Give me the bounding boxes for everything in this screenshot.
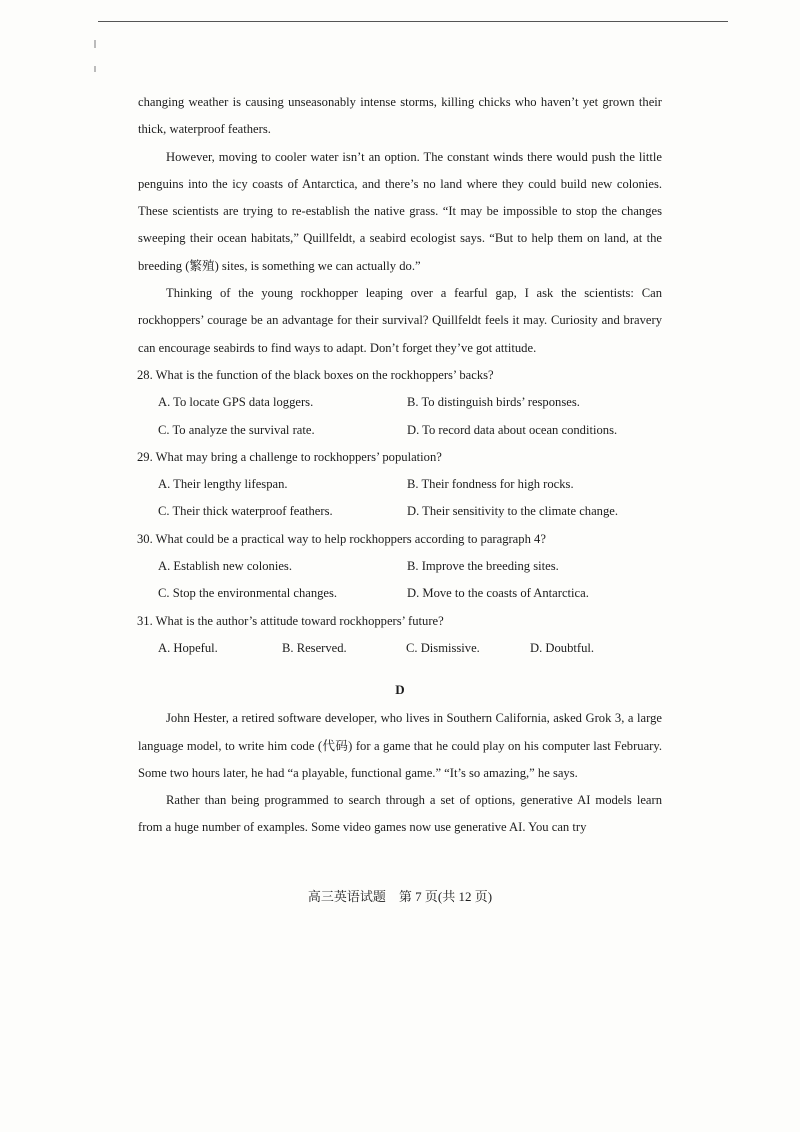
- option-row: [138, 580, 662, 607]
- option-row: [138, 471, 662, 498]
- passage-paragraph: changing weather is causing unseasonably intense storms, killing chicks who haven’t yet grown their thick, waterproof feathers.: [138, 95, 662, 137]
- option-a: A. Their lengthy lifespan.: [158, 477, 288, 492]
- option-b: B. To distinguish birds’ responses.: [407, 395, 580, 410]
- option-d: D. Move to the coasts of Antarctica.: [407, 586, 589, 601]
- option-d: D. To record data about ocean conditions.: [407, 422, 618, 437]
- option-a: A. Hopeful.: [158, 640, 218, 655]
- question-31: [138, 608, 662, 663]
- option-b: B. Improve the breeding sites.: [407, 559, 559, 574]
- option-row: [138, 417, 662, 444]
- passage-paragraph: John Hester, a retired software developer, who lives in Southern California, asked Grok 3, a large language model, to write him code (代码) for a game that he could play on his computer last February. Some two hours later, he had “a playable, functional game.” “It’s so amazing,” he says.: [138, 711, 662, 780]
- option-d: D. Their sensitivity to the climate change.: [407, 504, 619, 519]
- option-c: C. Their thick waterproof feathers.: [158, 504, 333, 519]
- option-a: A. Establish new colonies.: [158, 559, 292, 574]
- page-footer: 高三英语试题 第 7 页(共 12 页): [307, 889, 493, 904]
- section-title: D: [395, 682, 405, 698]
- option-c: C. To analyze the survival rate.: [158, 422, 315, 437]
- option-b: B. Their fondness for high rocks.: [407, 477, 574, 492]
- question-stem: 28. What is the function of the black boxes on the rockhoppers’ backs?: [137, 367, 494, 382]
- option-c: C. Stop the environmental changes.: [158, 586, 338, 601]
- question-stem: 29. What may bring a challenge to rockhoppers’ population?: [137, 449, 442, 464]
- question-29: [138, 444, 662, 526]
- option-row: [138, 553, 662, 580]
- option-row: [138, 635, 662, 662]
- question-28: [138, 362, 662, 444]
- option-d: D. Doubtful.: [530, 640, 595, 655]
- question-30: [138, 526, 662, 608]
- question-stem: 31. What is the author’s attitude toward rockhoppers’ future?: [137, 613, 444, 628]
- option-row: [138, 498, 662, 525]
- passage-paragraph: Rather than being programmed to search through a set of options, generative AI models learn from a huge number of examples. Some video games now use generative AI. You can try: [138, 793, 662, 835]
- option-row: [138, 389, 662, 416]
- option-a: A. To locate GPS data loggers.: [158, 395, 314, 410]
- passage-paragraph: Thinking of the young rockhopper leaping over a fearful gap, I ask the scientists: Can rockhoppers’ courage be an advantage for their survival? Quillfeldt feels it may. Curiosity and bravery can encourage seabirds to find ways to adapt. Don’t forget they’ve got attitude.: [138, 286, 662, 355]
- scan-artifact: [94, 66, 96, 72]
- question-stem: 30. What could be a practical way to help rockhoppers according to paragraph 4?: [137, 531, 546, 546]
- option-c: C. Dismissive.: [406, 640, 480, 655]
- top-border-line: [98, 21, 728, 22]
- option-b: B. Reserved.: [282, 640, 347, 655]
- exam-page-body: [138, 89, 662, 842]
- scan-artifact: [94, 40, 96, 48]
- passage-paragraph: However, moving to cooler water isn’t an option. The constant winds there would push the little penguins into the icy coasts of Antarctica, and there’s no land where they could build new colonies. These scientists are trying to re-establish the native grass. “It may be impossible to stop the changes sweeping their ocean habitats,” Quillfeldt, a seabird ecologist says. “But to help them on land, at the breeding (繁殖) sites, is something we can actually do.”: [138, 149, 662, 273]
